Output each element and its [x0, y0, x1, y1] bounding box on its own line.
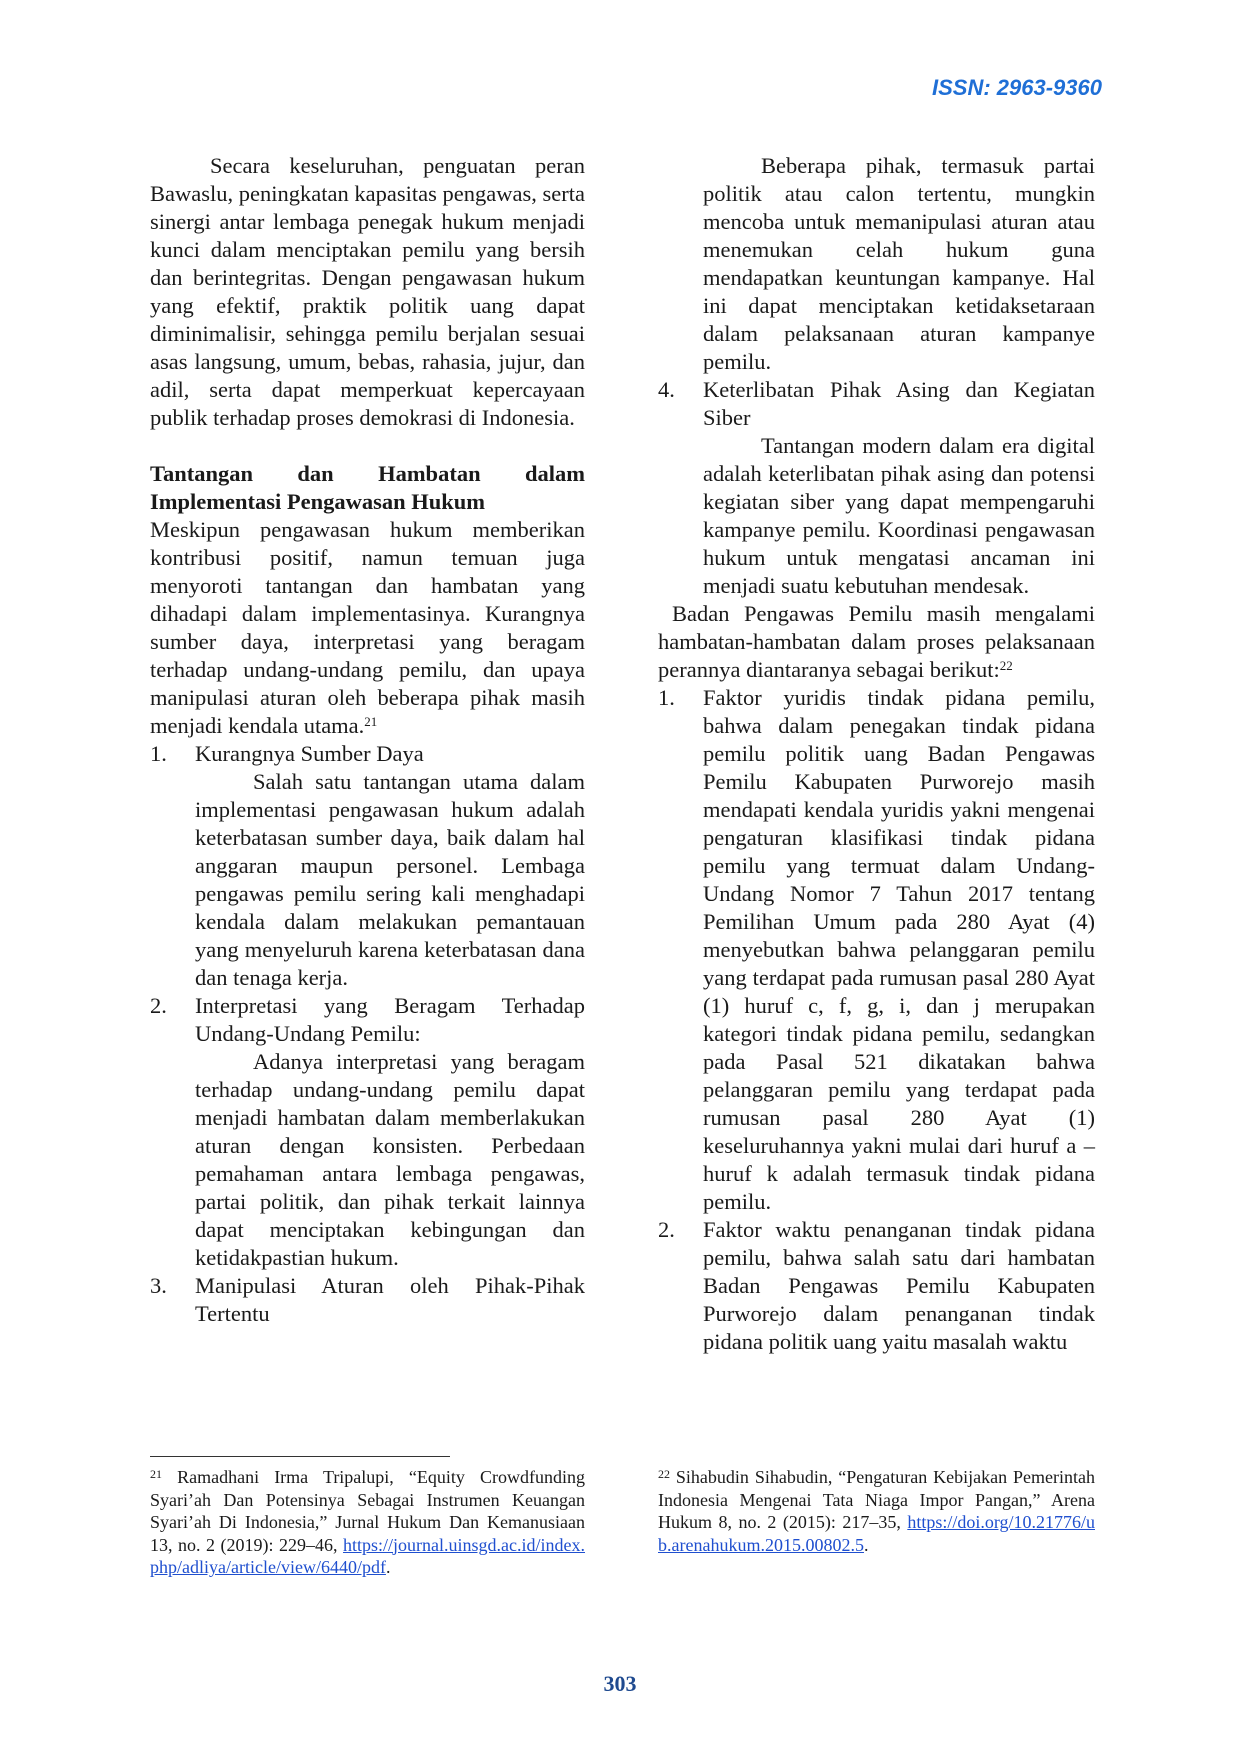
footnote-21 — [150, 1466, 585, 1579]
list-item-title: Kurangnya Sumber Daya — [195, 741, 424, 766]
list-item-title: Keterlibatan Pihak Asing dan Kegiatan Siber — [703, 377, 1095, 430]
list-item-text: Faktor yuridis tindak pidana pemilu, bahwa dalam penegakan tindak pidana pemilu politik uang Badan Pengawas Pemilu Kabupaten Purworejo masih mendapati kendala yuridis yakni mengenai pengaturan klasifikasi tindak pidana pemilu yang termuat dalam Undang-Undang Nomor 7 Tahun 2017 tentang Pemilihan Umum pada 280 Ayat (4) menyebutkan bahwa pelanggaran pemilu yang terdapat pada rumusan pasal 280 Ayat (1) huruf c, f, g, i, dan j merupakan kategori tindak pidana pemilu, sedangkan pada Pasal 521 dikatakan bahwa pelanggaran pemilu yang terdapat pada rumusan pasal 280 Ayat (1) keseluruhannya yakni mulai dari huruf a – huruf k adalah termasuk tindak pidana pemilu. — [703, 685, 1095, 1214]
list-item — [658, 684, 1095, 1216]
list-item-body — [150, 768, 585, 992]
list-item-number: 1. — [150, 741, 167, 766]
obstacles-paragraph — [658, 600, 1095, 684]
list-item-number: 4. — [658, 377, 675, 402]
list-item-body — [658, 152, 1095, 376]
footnote-citation: Ramadhani Irma Tripalupi, “Equity Crowdfunding Syari’ah Dan Potensinya Sebagai Instrumen Keuangan Syari’ah Di Indonesia,” Jurnal Hukum Dan Kemanusiaan 13, no. 2 (2019): 229–46, — [150, 1467, 585, 1555]
list-item-number: 2. — [150, 993, 167, 1018]
issn-label: ISSN: 2963-9360 — [932, 75, 1102, 100]
footnote-mark: 21 — [150, 1467, 162, 1481]
list-item-text: Faktor waktu penanganan tindak pidana pemilu, bahwa salah satu dari hambatan Badan Pengawas Pemilu Kabupaten Purworejo dalam penanganan tindak pidana politik uang yaitu masalah waktu — [703, 1217, 1095, 1354]
list-item-number: 1. — [658, 685, 675, 710]
list-item-number: 2. — [658, 1217, 675, 1242]
list-item-body — [658, 432, 1095, 600]
list-item — [150, 1272, 585, 1328]
section-heading-text: Tantangan dan Hambatan dalam Implementasi Pengawasan Hukum — [150, 461, 585, 514]
intro-paragraph: Secara keseluruhan, penguatan peran Bawaslu, peningkatan kapasitas pengawas, serta sinergi antar lembaga penegak hukum menjadi kunci dalam menciptakan pemilu yang bersih dan berintegritas. Dengan pengawasan hukum yang efektif, praktik politik uang dapat diminimalisir, sehingga pemilu berjalan sesuai asas langsung, umum, bebas, rahasia, jujur, dan adil, serta dapat memperkuat kepercayaan publik terhadap proses demokrasi di Indonesia. — [150, 153, 585, 430]
footnote-ref-21[interactable]: 21 — [364, 714, 378, 729]
footnote-22-text — [658, 1466, 1095, 1556]
list-item — [150, 740, 585, 768]
list-item — [658, 1216, 1095, 1356]
left-column — [150, 152, 585, 1328]
right-column — [658, 152, 1095, 1356]
obstacles-paragraph-text: Badan Pengawas Pemilu masih mengalami hambatan-hambatan dalam proses pelaksanaan perannya diantaranya sebagai berikut: — [658, 601, 1095, 682]
page-number: 303 — [603, 1671, 637, 1696]
list-item-body — [150, 1048, 585, 1272]
footnote-link[interactable]: https://journal.uinsgd.ac.id/index.php/adliya/article/view/6440/pdf — [150, 1534, 585, 1577]
footnote-citation: Sihabudin Sihabudin, “Pengaturan Kebijakan Pemerintah Indonesia Mengenai Tata Niaga Impor Pangan,” Arena Hukum 8, no. 2 (2015): 217–35, — [658, 1467, 1095, 1532]
list-item-body-text: Tantangan modern dalam era digital adalah keterlibatan pihak asing dan potensi kegiatan siber yang dapat mempengaruhi kampanye pemilu. Koordinasi pengawasan hukum untuk mengatasi ancaman ini menjadi suatu kebutuhan mendesak. — [703, 433, 1095, 598]
list-item-body-text: Salah satu tantangan utama dalam implementasi pengawasan hukum adalah keterbatasan sumber daya, baik dalam hal anggaran maupun personel. Lembaga pengawas pemilu sering kali menghadapi kendala dalam melakukan pemantauan yang menyeluruh karena keterbatasan dana dan tenaga kerja. — [195, 769, 585, 990]
footnote-end: . — [863, 1534, 869, 1555]
list-item-title: Interpretasi yang Beragam Terhadap Undang-Undang Pemilu: — [195, 993, 585, 1046]
footnote-link[interactable]: https://doi.org/10.21776/ub.arenahukum.2015.00802.5 — [658, 1512, 1095, 1555]
footnote-end: . — [385, 1557, 391, 1577]
challenges-paragraph — [150, 516, 585, 740]
list-item-body-text: Beberapa pihak, termasuk partai politik atau calon tertentu, mungkin mencoba untuk memanipulasi aturan atau menemukan celah hukum guna mendapatkan keuntungan kampanye. Hal ini dapat menciptakan ketidaksetaraan dalam pelaksanaan aturan kampanye pemilu. — [703, 153, 1095, 374]
footnote-ref-22[interactable]: 22 — [999, 658, 1013, 673]
list-item — [150, 992, 585, 1048]
footnote-mark: 22 — [658, 1467, 670, 1481]
list-item-title: Manipulasi Aturan oleh Pihak-Pihak Tertentu — [195, 1273, 585, 1326]
footnote-divider — [150, 1456, 450, 1457]
list-item — [658, 376, 1095, 432]
section-heading — [150, 460, 585, 516]
list-item-number: 3. — [150, 1273, 167, 1298]
challenges-paragraph-text: Meskipun pengawasan hukum memberikan kontribusi positif, namun temuan juga menyoroti tantangan dan hambatan yang dihadapi dalam implementasinya. Kurangnya sumber daya, interpretasi yang beragam terhadap undang-undang pemilu, dan upaya manipulasi aturan oleh beberapa pihak masih menjadi kendala utama. — [150, 517, 585, 738]
footnote-21-text — [150, 1466, 585, 1579]
list-item-body-text: Adanya interpretasi yang beragam terhadap undang-undang pemilu dapat menjadi hambatan dalam memberlakukan aturan dengan konsisten. Perbedaan pemahaman antara lembaga pengawas, partai politik, dan pihak terkait lainnya dapat menciptakan kebingungan dan ketidakpastian hukum. — [195, 1049, 585, 1270]
footnote-22 — [658, 1466, 1095, 1556]
